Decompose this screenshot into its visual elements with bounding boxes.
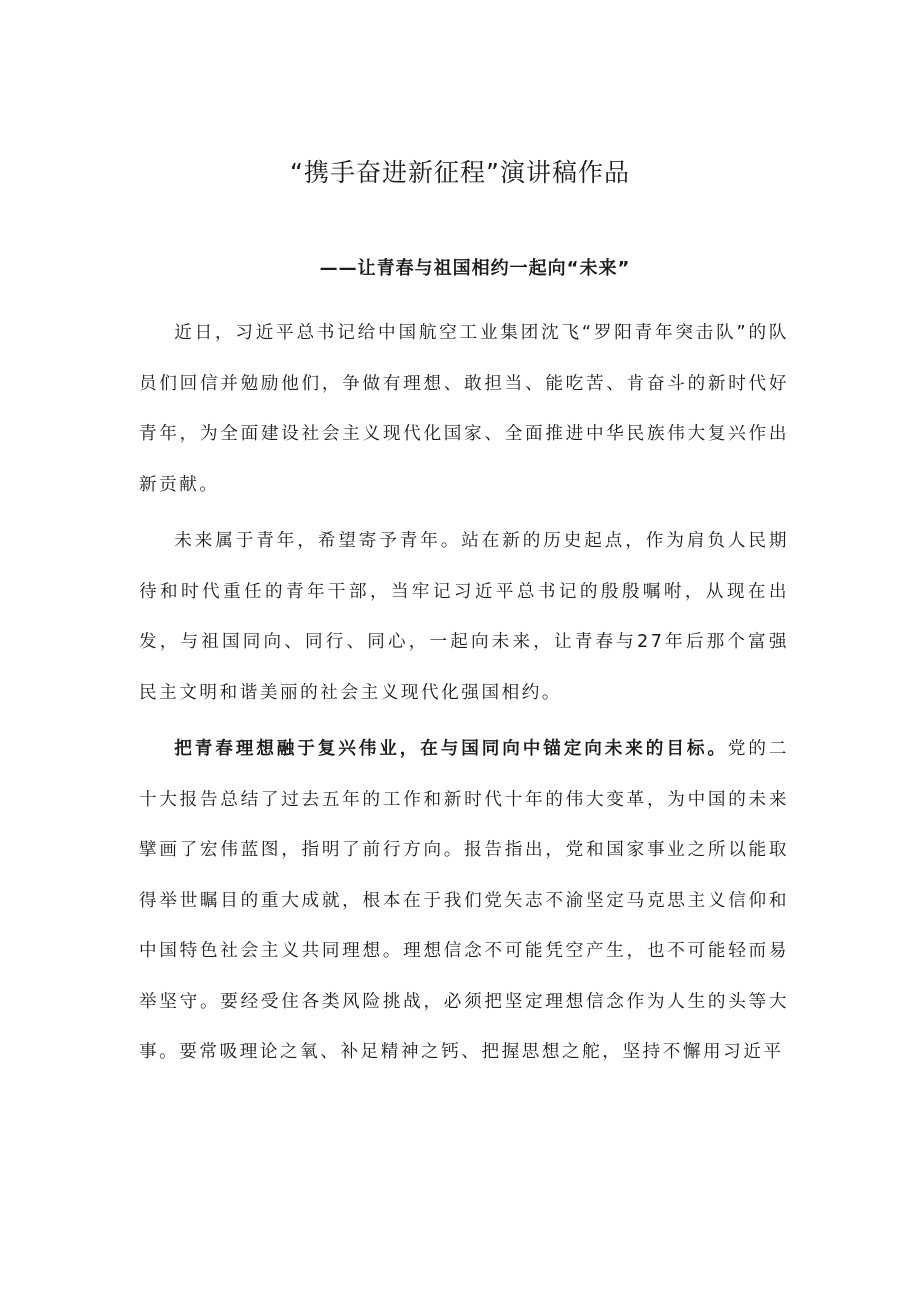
- document-subtitle: ——让青春与祖国相约一起向“未来”: [319, 258, 631, 279]
- paragraph-2-text: 未来属于青年，希望寄予青年。站在新的历史起点，作为肩负人民期待和时代重任的青年干部，当牢记习近平总书记的殷殷嘱咐，从现在出发，与祖国同向、同行、同心，一起向未来，让青春与27年后那个富强民主文明和谐美丽的社会主义现代化强国相约。: [139, 531, 789, 703]
- paragraph-2: [139, 516, 789, 718]
- paragraph-1: [139, 308, 789, 510]
- paragraph-3: [139, 724, 789, 1078]
- document-title: “携手奋进新征程”演讲稿作品: [290, 158, 630, 187]
- document-body: [139, 308, 789, 1078]
- paragraph-3-text: 党的二十大报告总结了过去五年的工作和新时代十年的伟大变革，为中国的未来擘画了宏伟蓝图，指明了前行方向。报告指出，党和国家事业之所以能取得举世瞩目的重大成就，根本在于我们党矢志不渝坚定马克思主义信仰和中国特色社会主义共同理想。理想信念不可能凭空产生，也不可能轻而易举坚守。要经受住各类风险挑战，必须把坚定理想信念作为人生的头等大事。要常吸理论之氧、补足精神之钙、把握思想之舵，坚持不懈用习近平: [139, 739, 789, 1062]
- paragraph-1-text: 近日，习近平总书记给中国航空工业集团沈飞“罗阳青年突击队”的队员们回信并勉励他们，争做有理想、敢担当、能吃苦、肯奋斗的新时代好青年，为全面建设社会主义现代化国家、全面推进中华民族伟大复兴作出新贡献。: [139, 323, 789, 495]
- paragraph-3-lead: 把青春理想融于复兴伟业，在与国同向中锚定向未来的目标。: [174, 739, 728, 759]
